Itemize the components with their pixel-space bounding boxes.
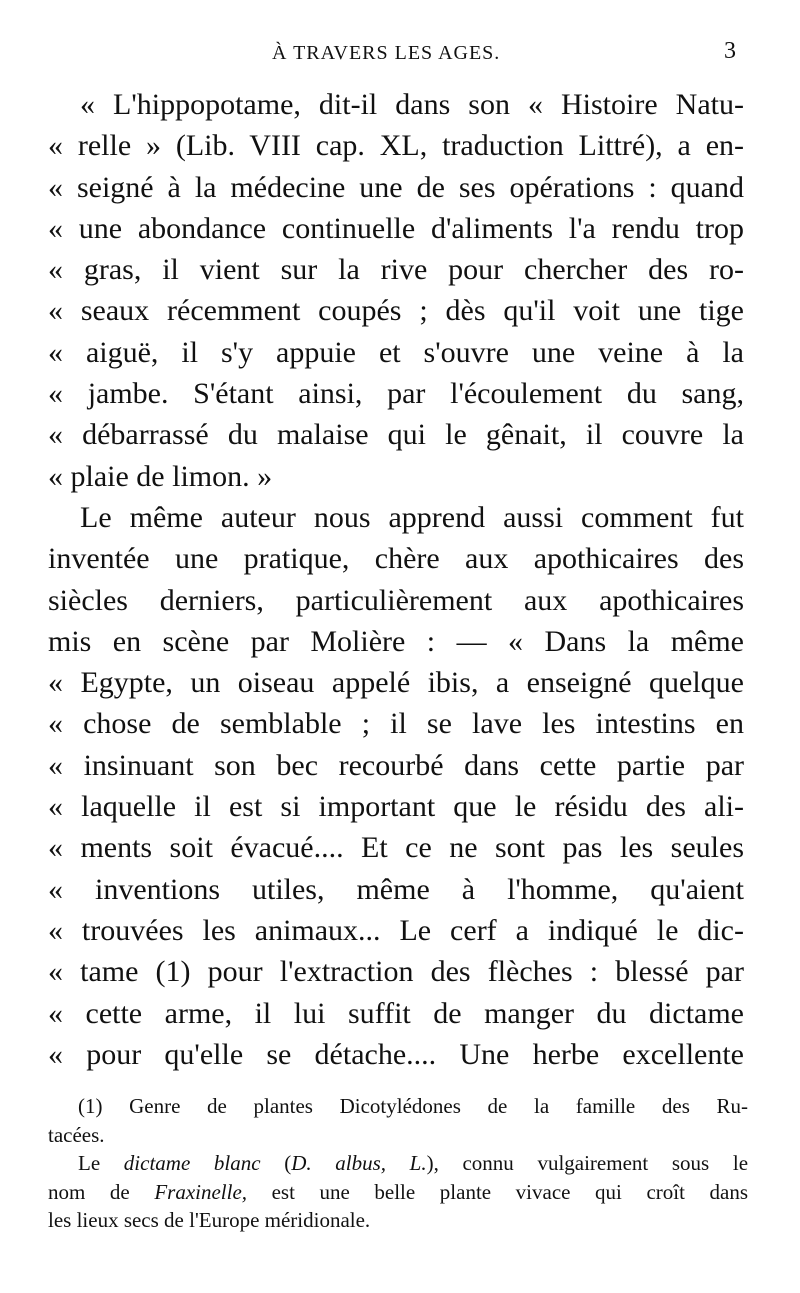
footnote-line: Le dictame blanc (D. albus, L.), connu vulgairement sous le	[78, 1151, 749, 1175]
text-line: siècles derniers, particulièrement aux apothicaires	[48, 583, 744, 617]
footnote-line: tacées.	[48, 1122, 105, 1147]
text-line: « gras, il vient sur la rive pour chercher des ro-	[48, 253, 744, 287]
text-line: « jambe. S'étant ainsi, par l'écoulement du sang,	[48, 377, 744, 411]
footnote-line: les lieux secs de l'Europe méridionale.	[48, 1208, 371, 1232]
running-title: À TRAVERS LES AGES.	[272, 42, 501, 64]
text-line: « ments soit évacué.... Et ce ne sont pas les seules	[48, 831, 744, 865]
text-line: « une abondance continuelle d'aliments l'a rendu trop	[48, 211, 744, 245]
text-line: Le même auteur nous apprend aussi comment fut	[80, 500, 744, 534]
italic-term: dictame blanc	[123, 1151, 261, 1175]
text-line: « cette arme, il lui suffit de manger du dictame	[48, 996, 744, 1030]
text-line: inventée une pratique, chère aux apothicaires des	[48, 542, 744, 576]
text-line: « débarrassé du malaise qui le gênait, il couvre la	[48, 418, 744, 452]
text-line: « laquelle il est si important que le résidu des ali-	[48, 790, 744, 824]
page-header	[0, 36, 800, 76]
text-line: « inventions utiles, même à l'homme, qu'aient	[48, 872, 744, 906]
text-line: « aiguë, il s'y appuie et s'ouvre une veine à la	[48, 335, 744, 369]
text-line: « Egypte, un oiseau appelé ibis, a enseigné quelque	[48, 666, 744, 700]
main-text	[48, 84, 744, 1075]
text-line: « seaux récemment coupés ; dès qu'il voit une tige	[48, 294, 744, 328]
italic-term: Fraxinelle,	[154, 1179, 248, 1204]
footnote-line: nom de Fraxinelle, est une belle plante vivace qui croît dans	[48, 1179, 748, 1204]
footnotes	[48, 1092, 748, 1235]
text-line: « chose de semblable ; il se lave les intestins en	[48, 707, 744, 741]
text-line: « seigné à la médecine une de ses opérations : quand	[48, 170, 744, 204]
text-line: « L'hippopotame, dit-il dans son « Histoire Natu-	[80, 88, 744, 121]
text-line: mis en scène par Molière : — « Dans la même	[48, 624, 744, 658]
page-number: 3	[724, 38, 736, 64]
footnote-line: (1) Genre de plantes Dicotylédones de la famille des Ru-	[78, 1094, 748, 1118]
italic-term: D. albus, L.	[291, 1151, 427, 1175]
text-line: « tame (1) pour l'extraction des flèches : blessé par	[48, 955, 744, 989]
text-line: « plaie de limon. »	[48, 459, 273, 493]
text-line: « insinuant son bec recourbé dans cette partie par	[48, 748, 744, 782]
text-line: « trouvées les animaux... Le cerf a indiqué le dic-	[48, 913, 744, 947]
text-line: « pour qu'elle se détache.... Une herbe excellente	[48, 1037, 744, 1071]
text-line: « relle » (Lib. VIII cap. XL, traduction Littré), a en-	[48, 129, 744, 163]
